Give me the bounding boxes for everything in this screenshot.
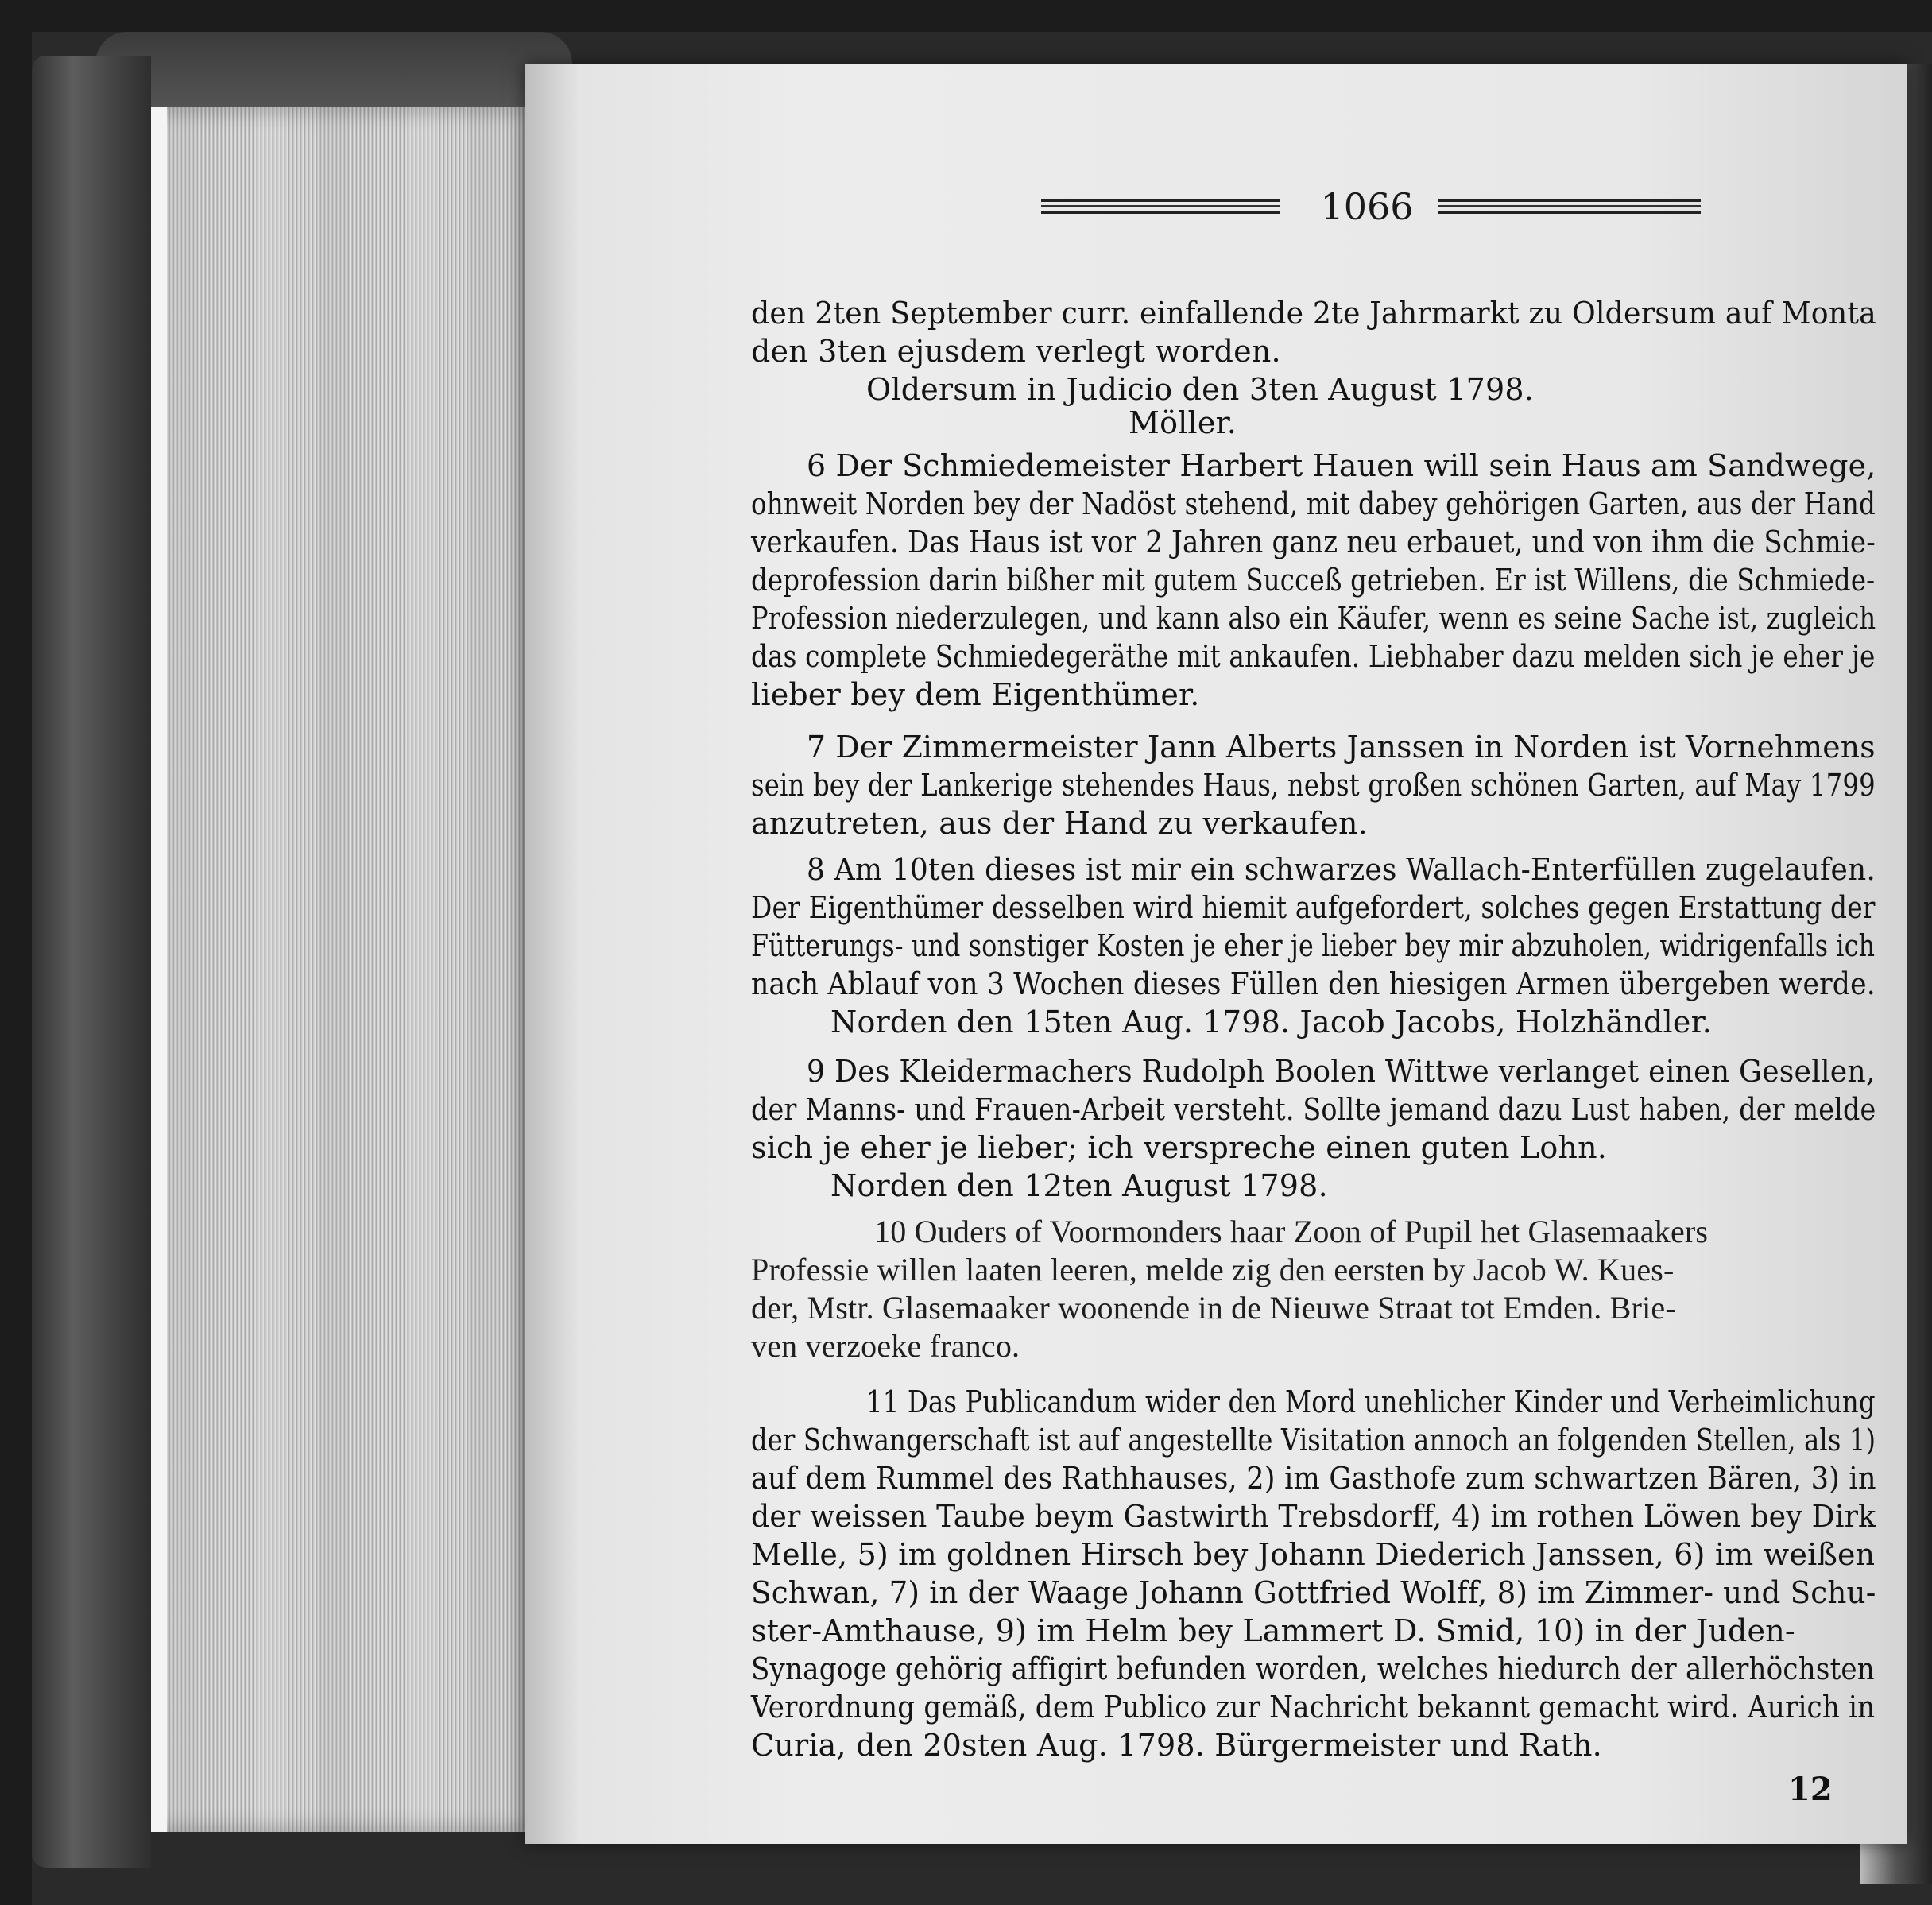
header-rule-left <box>1041 199 1280 216</box>
page-edges <box>151 107 544 1832</box>
text-line: Melle, 5) im goldnen Hirsch bey Johann Diederich Janssen, 6) im weißen <box>751 1537 1876 1572</box>
text-line: ven verzoeke franco. <box>751 1328 1020 1364</box>
book <box>32 32 1932 1905</box>
page-number: 1066 <box>1320 185 1414 228</box>
text-line: Verordnung gemäß, dem Publico zur Nachricht bekannt gemacht wird. Aurich in <box>751 1690 1876 1725</box>
header-rule-right <box>1438 199 1701 216</box>
text-line: sein bey der Lankerige stehendes Haus, nebst großen schönen Garten, auf May 1799 <box>751 768 1876 803</box>
text-line: 7 Der Zimmermeister Jann Alberts Janssen in Norden ist Vornehmens <box>807 730 1876 765</box>
text-line: der, Mstr. Glasemaaker woonende in de Nieuwe Straat tot Emden. Brie- <box>751 1290 1676 1326</box>
text-line: Synagoge gehörig affigirt befunden worden, welches hiedurch der allerhöchsten <box>751 1651 1875 1686</box>
text-line: den 2ten September curr. einfallende 2te Jahrmarkt zu Oldersum auf Monta <box>751 296 1876 331</box>
text-line: Der Eigenthümer desselben wird hiemit aufgefordert, solches gegen Erstattung der <box>751 890 1876 925</box>
text-line: deprofession darin bißher mit gutem Succeß getrieben. Er ist Willens, die Schmiede- <box>751 563 1876 598</box>
text-line: Norden den 15ten Aug. 1798. Jacob Jacobs, Holzhändler. <box>830 1005 1713 1040</box>
text-line: auf dem Rummel des Rathhauses, 2) im Gasthofe zum schwartzen Bären, 3) in <box>751 1461 1876 1496</box>
text-line: Profession niederzulegen, und kann also ein Käufer, wenn es seine Sache ist, zugleich <box>751 601 1876 636</box>
text-line: Norden den 12ten August 1798. <box>830 1168 1328 1203</box>
text-line: ster-Amthause, 9) im Helm bey Lammert D. Smid, 10) in der Juden- <box>751 1613 1795 1648</box>
book-cover-left <box>32 56 151 1868</box>
text-line: der Manns- und Frauen-Arbeit versteht. Sollte jemand dazu Lust haben, der melde <box>751 1092 1876 1127</box>
text-line: 8 Am 10ten dieses ist mir ein schwarzes Wallach-Enterfüllen zugelaufen. <box>807 852 1876 887</box>
text-line: Fütterungs- und sonstiger Kosten je eher je lieber bey mir abzuholen, widrigenfalls ich <box>751 928 1876 963</box>
text-line: Curia, den 20sten Aug. 1798. Bürgermeister und Rath. <box>751 1728 1602 1763</box>
text-line: 6 Der Schmiedemeister Harbert Hauen will sein Haus am Sandwege, <box>807 448 1876 483</box>
text-line: 9 Des Kleidermachers Rudolph Boolen Wittwe verlanget einen Gesellen, <box>807 1054 1876 1089</box>
catchword: 12 <box>1788 1771 1833 1808</box>
printed-page <box>525 64 1907 1844</box>
text-line: 11 Das Publicandum wider den Mord unehlicher Kinder und Verheimlichung <box>866 1384 1876 1419</box>
text-line: den 3ten ejusdem verlegt worden. <box>751 334 1281 369</box>
text-line: sich je eher je lieber; ich verspreche einen guten Lohn. <box>751 1130 1608 1165</box>
signature: Möller. <box>1129 405 1237 440</box>
text-line: 10 Ouders of Voormonders haar Zoon of Pupil het Glasemaakers <box>874 1214 1709 1249</box>
text-line: ohnweit Norden bey der Nadöst stehend, mit dabey gehörigen Garten, aus der Hand <box>751 486 1876 521</box>
text-line: Professie willen laaten leeren, melde zig den eersten by Jacob W. Kues- <box>751 1252 1675 1287</box>
text-line: lieber bey dem Eigenthümer. <box>751 677 1200 712</box>
text-line: nach Ablauf von 3 Wochen dieses Füllen den hiesigen Armen übergeben werde. <box>751 966 1876 1001</box>
text-line: anzutreten, aus der Hand zu verkaufen. <box>751 806 1368 841</box>
text-line: Oldersum in Judicio den 3ten August 1798. <box>866 372 1535 407</box>
page-edges-highlight <box>151 107 167 1832</box>
text-line: der Schwangerschaft ist auf angestellte Visitation annoch an folgenden Stellen, als 1) <box>751 1423 1876 1458</box>
text-line: Schwan, 7) in der Waage Johann Gottfried Wolff, 8) im Zimmer- und Schu- <box>751 1575 1876 1610</box>
text-line: verkaufen. Das Haus ist vor 2 Jahren ganz neu erbauet, und von ihm die Schmie- <box>751 525 1876 559</box>
text-line: der weissen Taube beym Gastwirth Trebsdorff, 4) im rothen Löwen bey Dirk <box>751 1499 1876 1534</box>
text-line: das complete Schmiedegeräthe mit ankaufen. Liebhaber dazu melden sich je eher je <box>751 639 1876 674</box>
